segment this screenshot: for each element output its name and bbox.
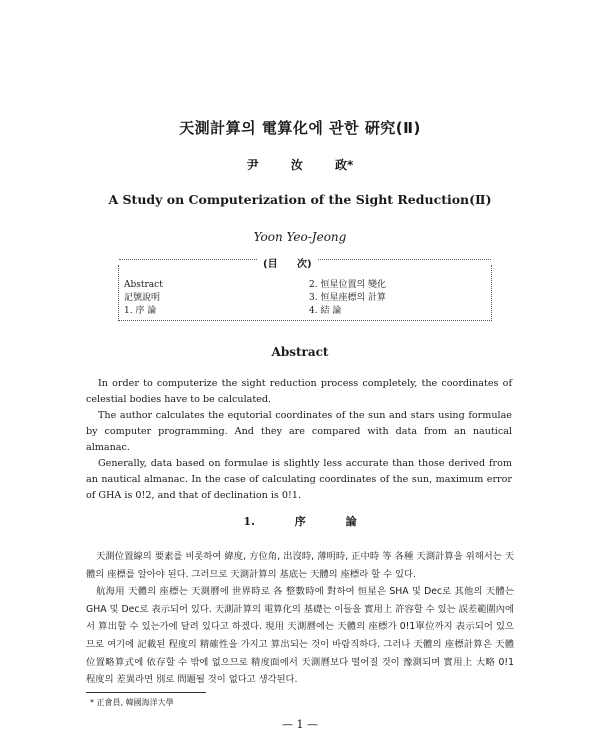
footnote: * 正會員, 韓國海洋大學 — [90, 698, 174, 707]
section-body — [86, 548, 514, 689]
toc-item: 1. 序 論 — [124, 306, 157, 316]
page-number: — 1 — — [282, 718, 318, 731]
toc-item: 4. 結 論 — [309, 306, 342, 316]
english-author: Yoon Yeo-Jeong — [253, 230, 347, 244]
section-paragraph: 航海用 天體의 座標는 天測曆에 世界時로 各 整數時에 對하여 恒星은 SHA 및 Dec로 其他의 天體는 GHA 및 Dec로 表示되어 있다. 天測計算의 電算化의 基礎는 이들을 實用上 許容할 수 있는 誤差範圍內에서 算出할 수 있는가에 달려 있다고 하겠다. 現用 天測曆에는 天體의 座標가 0!1單位까지 表示되어 있으므로 여기에 記載된 程度의 精確性을 가지고 算出되는 것이 바람직하다. 그러나 天體의 座標計算은 天體位置略算式에 依存할 수 밖에 없으므로 精度面에서 天測曆보다 떨어질 것이 豫測되며 實用上 大略 0!1 程度의 差異라면 別로 問題될 것이 없다고 생각된다. — [86, 586, 514, 686]
abstract-body — [86, 376, 512, 504]
abstract-paragraph: The author calculates the equtorial coordinates of the sun and stars using formulae by computer programming. And they are compared with data from an nautical almanac. — [86, 410, 512, 453]
toc-label: (目 次) — [257, 255, 318, 270]
section-heading: 1. 序 論 — [243, 515, 357, 528]
toc-item: 記號說明 — [124, 293, 161, 303]
table-of-contents — [118, 259, 492, 321]
toc-item: 2. 恒星位置의 變化 — [309, 280, 387, 290]
english-title: A Study on Computerization of the Sight Reduction(Ⅱ) — [108, 192, 492, 207]
footnote-rule — [86, 692, 206, 693]
toc-item: Abstract — [124, 280, 163, 290]
abstract-paragraph: In order to computerize the sight reduction process completely, the coordinates of celestial bodies have to be calculated. — [86, 378, 512, 405]
korean-title: 天測計算의 電算化에 관한 硏究(Ⅱ) — [179, 119, 421, 137]
section-paragraph: 天測位置線의 要素를 비롯하여 緯度, 方位角, 出沒時, 薄明時, 正中時 等 各種 天測計算을 위해서는 天體의 座標를 알아야 된다. 그러므로 天測計算의 基底는 天體의 座標라 할 수 있다. — [86, 551, 514, 580]
toc-left-column — [124, 279, 163, 318]
toc-right-column — [309, 279, 386, 318]
abstract-heading: Abstract — [271, 345, 329, 359]
korean-author: 尹 汝 政* — [246, 158, 354, 172]
abstract-paragraph: Generally, data based on formulae is slightly less accurate than those derived from an nautical almanac. In the case of calculating coordinates of the sun, maximum error of GHA is 0!2, and that of declination is 0!1. — [86, 458, 512, 501]
toc-item: 3. 恒星座標의 計算 — [309, 293, 387, 303]
